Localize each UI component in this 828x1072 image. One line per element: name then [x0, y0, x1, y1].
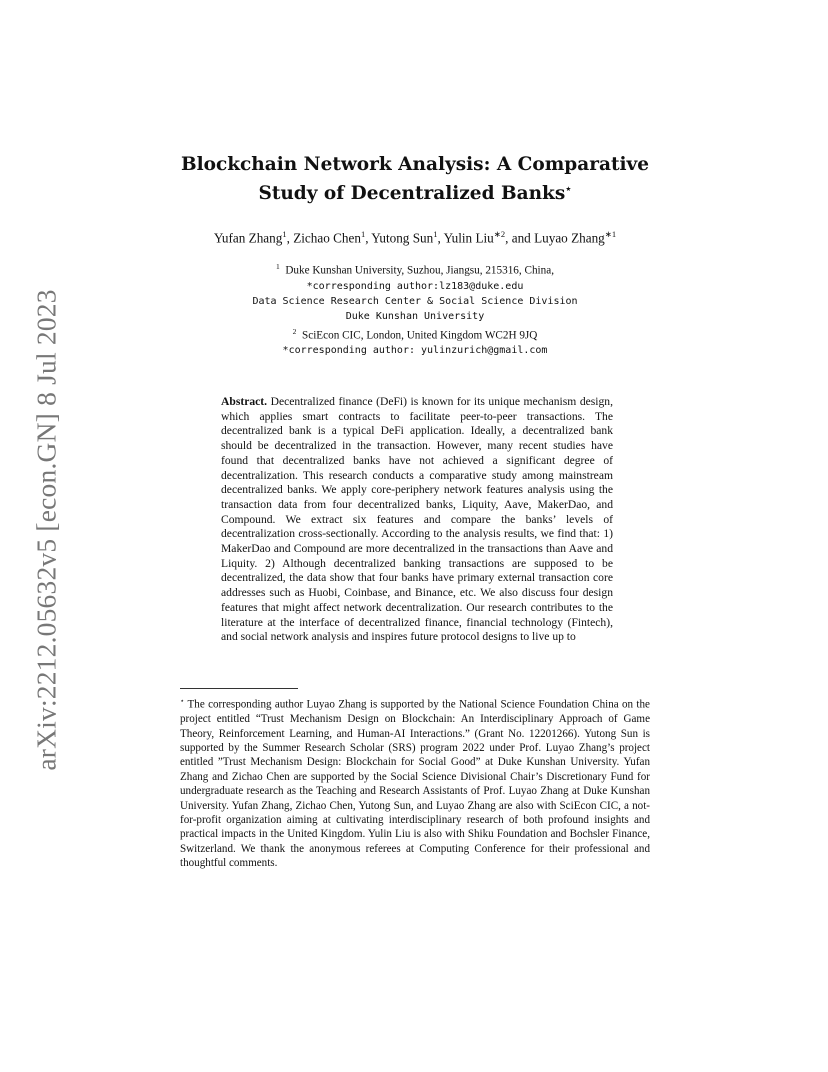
affiliation-number: 2	[292, 326, 297, 336]
footnote-mark: ⋆	[180, 697, 185, 705]
author-list	[120, 229, 710, 246]
affiliation-text: SciEcon CIC, London, United Kingdom WC2H 9JQ	[302, 329, 538, 342]
title-footnote-mark: ⋆	[565, 184, 572, 195]
author-name: Yutong Sun	[371, 230, 434, 246]
author-affiliation: 1	[433, 229, 438, 239]
affiliation-text: Duke Kunshan University, Suzhou, Jiangsu, 215316, China,	[285, 264, 555, 277]
affiliation-2	[150, 324, 680, 344]
university-name: Duke Kunshan University	[345, 310, 485, 322]
author-separator: ,	[437, 230, 444, 246]
author-affiliation: 1	[282, 229, 287, 239]
research-center: Data Science Research Center & Social Science Division	[252, 295, 578, 307]
author-name: Yufan Zhang	[213, 230, 283, 246]
arxiv-identifier: arXiv:2212.05632v5 [econ.GN] 8 Jul 2023	[31, 289, 62, 771]
title-line-2	[150, 177, 680, 206]
abstract-text: Decentralized finance (DeFi) is known for its unique mechanism design, which applies smart contracts to facilitate peer-to-peer transactions. The decentralized bank is a typical DeFi application. Ideally, a decentralized bank should be decentralized in the transaction. However, many recent studies have found that decentralized banks have not achieved a significant degree of decentralization. This research conducts a comparative study among mainstream decentralized banks. We apply core-periphery network features analysis using the transaction data from four decentralized banks, Liquity, Aave, MakerDao, and Compound. We extract six features and compare the banks’ levels of decentralization cross-sectionally. According to the analysis results, we find that: 1) MakerDao and Compound are more decentralized in the transactions than Aave and Liquity. 2) Although decentralized banking transactions are supposed to be decentralized, the data show that four banks have primary external transaction core addresses such as Huobi, Coinbase, and Binance, etc. We also discuss four design features that might affect network decentralization. Our research contributes to the literature at the interface of decentralized finance, financial technology (Fintech), and social network analysis and inspires future protocol designs to live up to	[221, 395, 613, 644]
abstract	[221, 395, 613, 645]
author-separator: ,	[286, 230, 294, 246]
abstract-label: Abstract.	[221, 395, 268, 408]
corresponding-email-1[interactable]: *corresponding author:lz183@duke.edu	[306, 280, 524, 292]
arxiv-sidebar-stamp	[22, 270, 72, 790]
author-separator: ,	[365, 230, 372, 246]
footnote-text: The corresponding author Luyao Zhang is supported by the National Science Foundation China on the project entitled “Trust Mechanism Design on Blockchain: An Interdisciplinary Approach of Game Theory, Reinforcement Learning, and Human-AI Interactions.” (Grant No. 12201266). Yutong Sun is supported by the Summer Research Scholar (SRS) program 2022 under Prof. Luyao Zhang’s project entitled ”Trust Mechanism Design: Blockchain for Social Good” at Duke Kunshan University. Yufan Zhang and Zichao Chen are supported by the Social Science Divisional Chair’s Discretionary Fund for undergraduate research as the Teaching and Research Assistants of Prof. Luyao Zhang at Duke Kunshan University. Yufan Zhang, Zichao Chen, Yutong Sun, and Luyao Zhang are also with SciEcon CIC, a not-for-profit organization aiming at cultivating interdisciplinary research of both profound insights and practical impacts in the United Kingdom. Yulin Liu is also with Shiku Foundation and Bochsler Finance, Switzerland. We thank the anonymous referees at Computing Conference for their professional and thoughtful comments.	[180, 698, 650, 870]
paper-title	[150, 152, 680, 206]
author-name: Zichao Chen	[293, 230, 361, 246]
author-name: Yulin Liu	[443, 230, 494, 246]
title-line-2-text: Study of Decentralized Banks	[258, 183, 566, 205]
footnote-rule	[180, 688, 298, 689]
author-affiliation: ∗1	[604, 229, 617, 239]
affiliation-1	[150, 259, 680, 279]
affiliations	[150, 259, 680, 358]
title-line-1: Blockchain Network Analysis: A Comparative	[180, 154, 650, 175]
author-name: Luyao Zhang	[534, 230, 605, 246]
author-affiliation: ∗2	[493, 229, 506, 239]
corresponding-email-2[interactable]: *corresponding author: yulinzurich@gmail.com	[282, 345, 548, 357]
affiliation-number: 1	[275, 262, 280, 271]
footnote	[180, 694, 650, 871]
author-separator: , and	[505, 230, 535, 246]
author-affiliation: 1	[360, 229, 366, 239]
